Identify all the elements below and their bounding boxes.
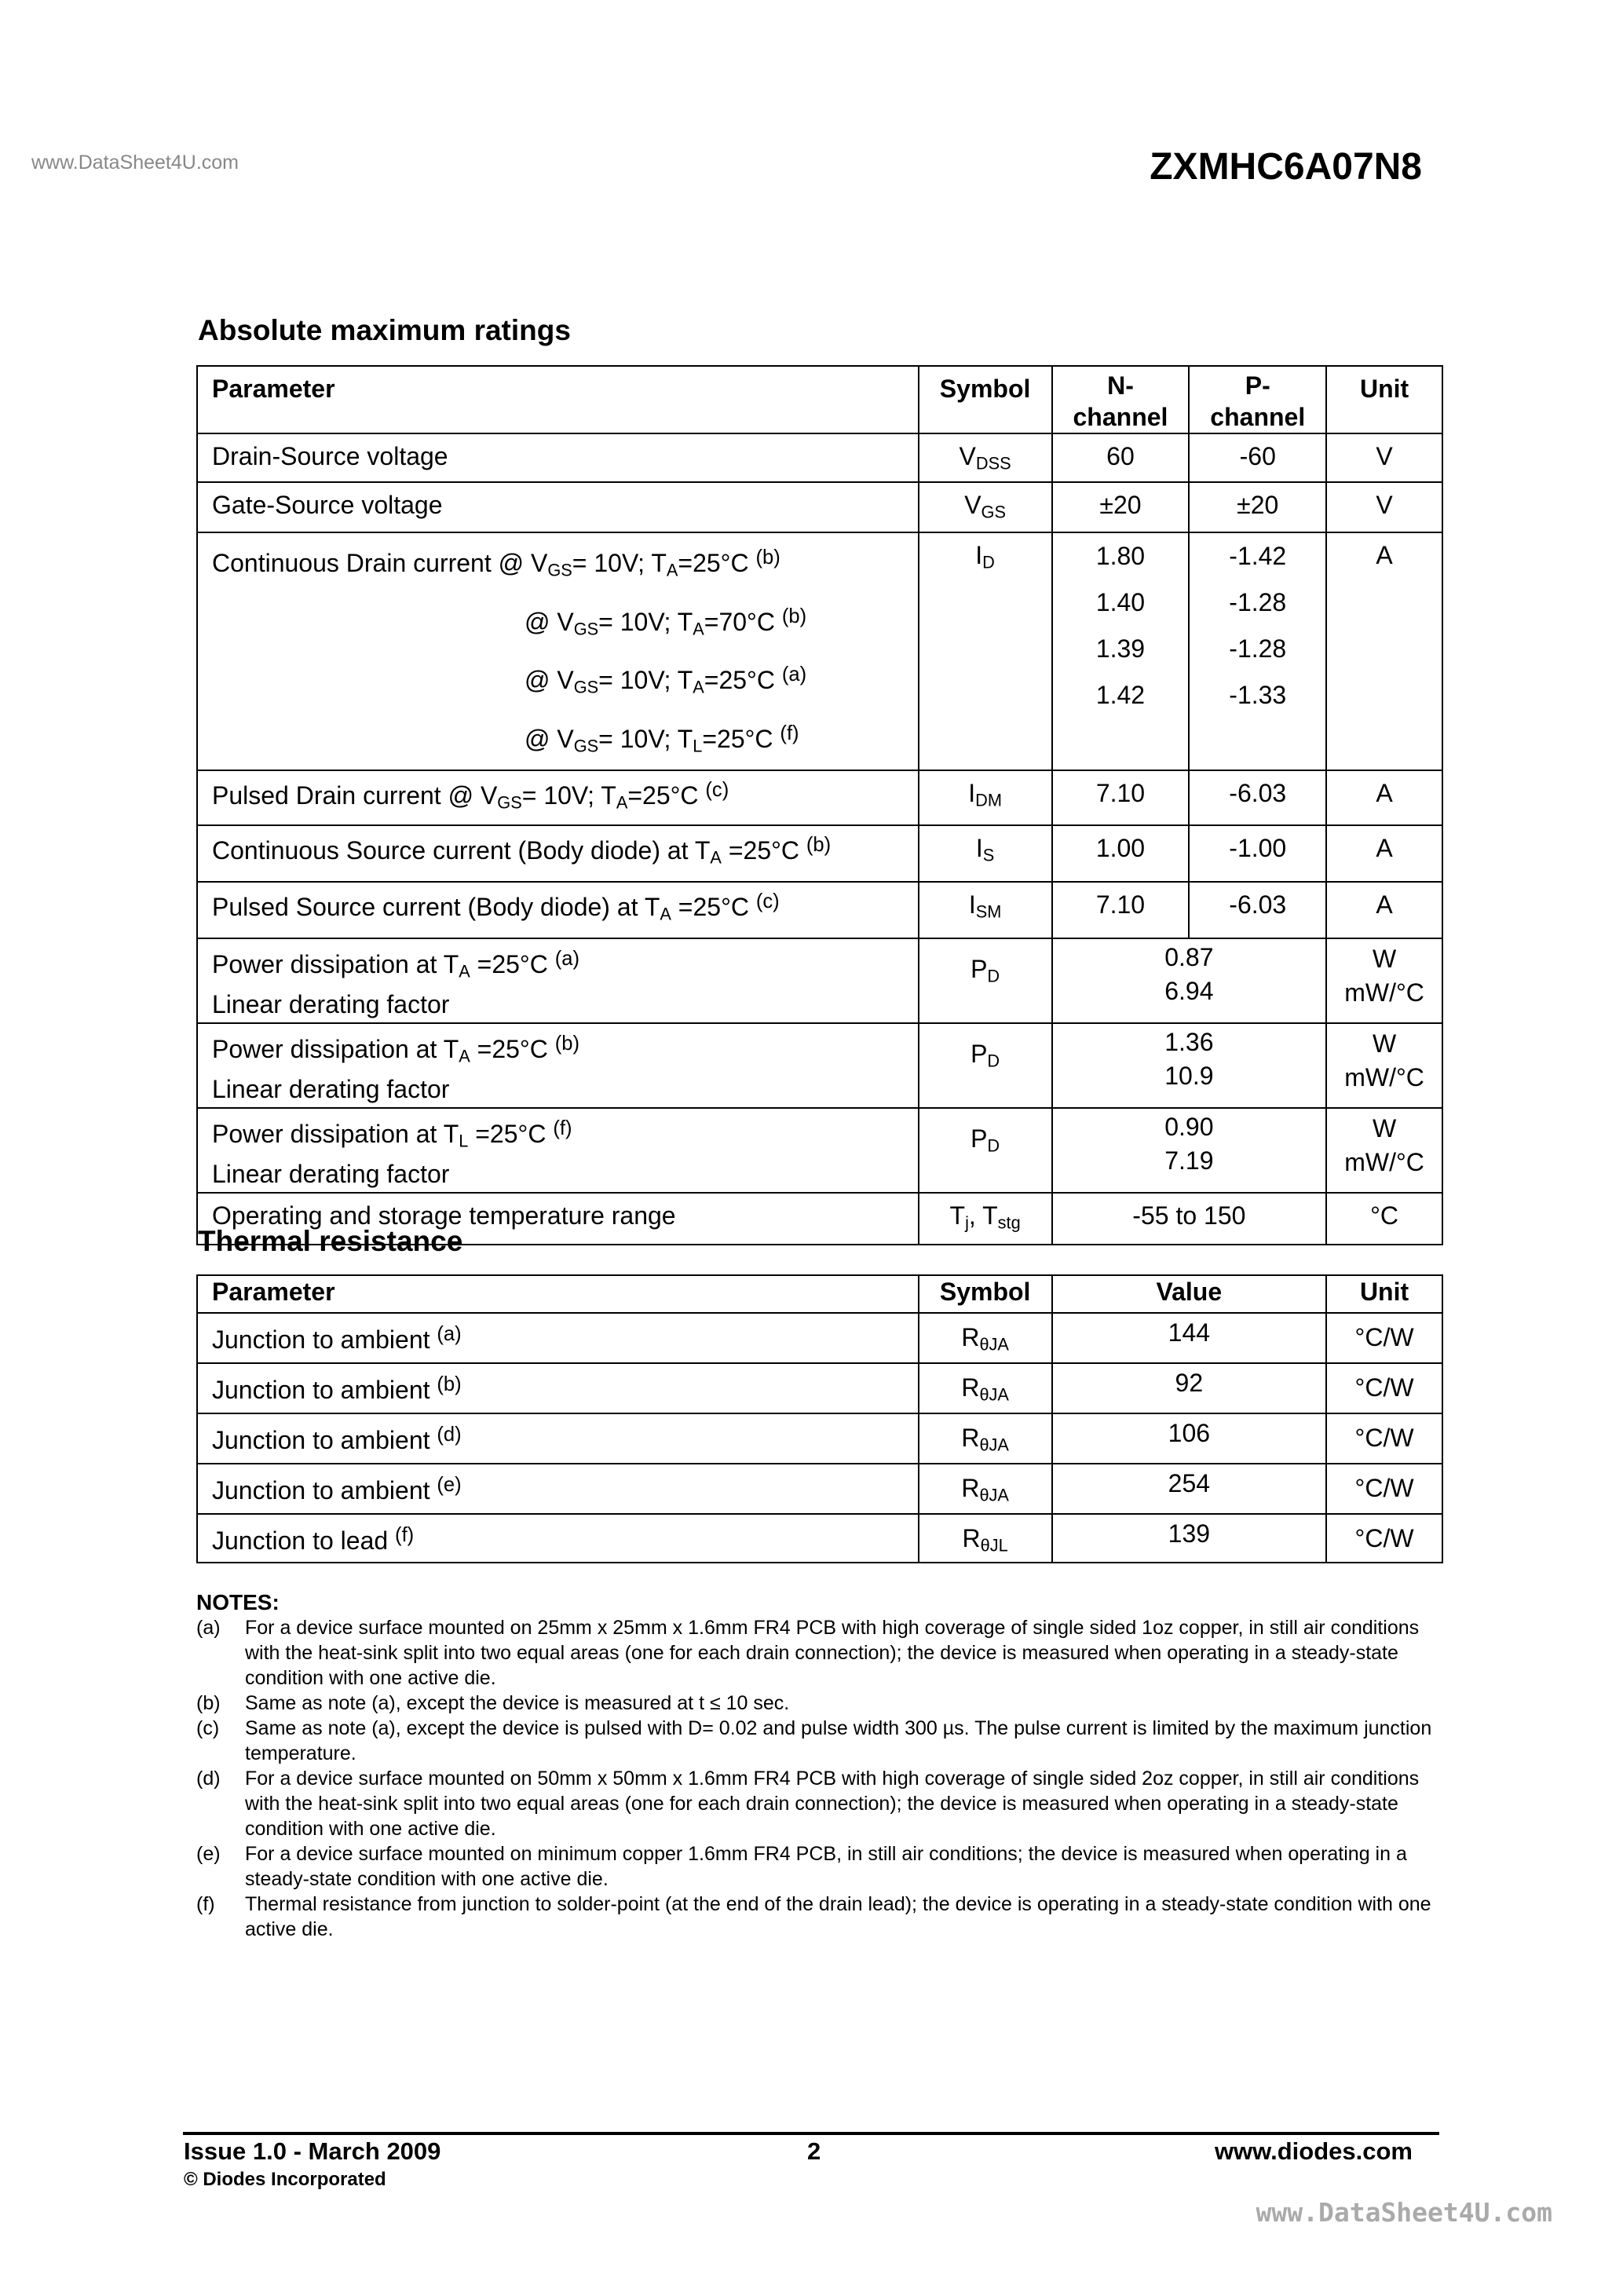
continuous-drain-row <box>197 532 1442 770</box>
symbol-cell: $P_D$ <box>919 938 1052 1023</box>
param-cell: Pulsed Drain current @ $V_{GS}= 10V$; $T_A=25^\circ C$ $^{(c)}$ <box>197 770 919 825</box>
unit-cell: °C <box>1326 1193 1442 1245</box>
table-row <box>197 1363 1442 1413</box>
param-cell: Power dissipation at $T_A =25^\circ C$ $^{(a)}$ Linear derating factor <box>197 938 919 1023</box>
param-cell: Operating and storage temperature range <box>197 1193 919 1245</box>
table-row <box>197 482 1442 532</box>
unit-cell: A <box>1326 882 1442 938</box>
unit-cell: A <box>1326 770 1442 825</box>
header-symbol: Symbol <box>919 366 1052 433</box>
note-item <box>196 1716 1437 1766</box>
footer-copyright: © Diodes Incorporated <box>184 2169 386 2190</box>
unit-cell: °C/W <box>1326 1413 1442 1464</box>
n-value: 60 <box>1052 433 1190 482</box>
symbol-sub: DSS <box>975 453 1011 473</box>
param-cell: Drain-Source voltage <box>197 433 919 482</box>
footer-rule <box>183 2132 1439 2135</box>
note-text: Thermal resistance from junction to solder-point (at the end of the drain lead); the device is operating in a steady-state condition with one active die. <box>245 1893 1431 1940</box>
note-label: (f) <box>196 1893 215 1915</box>
header-n-channel <box>1052 366 1190 433</box>
symbol-cell: $R_{\theta JA}$ <box>919 1464 1052 1514</box>
thermal-title: Thermal resistance <box>198 1225 463 1257</box>
value-cell: 106 <box>1052 1413 1327 1464</box>
param-cell: Junction to ambient $^{(d)}$ <box>197 1413 919 1464</box>
param-cell: Junction to ambient $^{(b)}$ <box>197 1363 919 1413</box>
cont-line-2: @ $V_{GS}= 10V$; $T_A=70^\circ C$ $^{(b)}$ <box>525 605 807 639</box>
table-row <box>197 825 1442 882</box>
abs-max-title: Absolute maximum ratings <box>198 314 571 346</box>
param-cell: Gate-Source voltage <box>197 482 919 532</box>
param-cell: Junction to ambient $^{(a)}$ <box>197 1313 919 1363</box>
header-value: Value <box>1052 1275 1327 1313</box>
header-p-channel <box>1189 366 1326 433</box>
unit-cell: °C/W <box>1326 1514 1442 1563</box>
abs-max-header-row <box>197 366 1442 433</box>
note-text: For a device surface mounted on 25mm x 25mm x 1.6mm FR4 PCB with high coverage of single sided 1oz copper, in still air conditions with the heat-sink split into two equal areas (one for each drain connection); the device is measured when operating in a steady-state condition with one active die. <box>245 1617 1420 1689</box>
param-cell: Power dissipation at $T_L =25^\circ C$ $^{(f)}$ Linear derating factor <box>197 1108 919 1193</box>
symbol-cell: $T_j$, $T_{stg}$ <box>919 1193 1052 1245</box>
header-n-line1: N- <box>1107 371 1134 400</box>
unit-cell: W mW/°C <box>1326 1108 1442 1193</box>
note-label: (a) <box>196 1617 221 1639</box>
note-text: For a device surface mounted on minimum copper 1.6mm FR4 PCB, in still air conditions; the device is measured when operating in a steady-state condition with one active die. <box>245 1843 1407 1890</box>
thermal-table <box>196 1274 1443 1563</box>
symbol-cell: $I_S$ <box>919 825 1052 882</box>
value-cell: -55 to 150 <box>1052 1193 1327 1245</box>
p-value: -60 <box>1189 433 1326 482</box>
n-value: 1.80 <box>1095 542 1146 570</box>
header-n-line2: channel <box>1073 403 1168 431</box>
symbol-main: V <box>964 491 981 519</box>
symbol-cell: $I_{SM}$ <box>919 882 1052 938</box>
n-values <box>1052 532 1190 770</box>
p-value: -1.00 <box>1189 825 1326 882</box>
value-cell: 1.36 10.9 <box>1052 1023 1327 1108</box>
symbol-cell: $R_{\theta JA}$ <box>919 1313 1052 1363</box>
n-value: 1.40 <box>1095 588 1146 616</box>
header-unit: Unit <box>1326 366 1442 433</box>
footer-website: www.diodes.com <box>1214 2137 1413 2165</box>
unit-cell: V <box>1326 482 1442 532</box>
unit-cell: W mW/°C <box>1326 938 1442 1023</box>
n-value: 1.42 <box>1095 681 1146 709</box>
watermark-top: www.DataSheet4U.com <box>31 152 239 174</box>
symbol-cell: $P_D$ <box>919 1023 1052 1108</box>
note-label: (d) <box>196 1768 221 1790</box>
n-value: ±20 <box>1052 482 1190 532</box>
table-row <box>197 1108 1442 1193</box>
p-value: ±20 <box>1189 482 1326 532</box>
cont-line-1: Continuous Drain current @ $V_{GS}= 10V$; $T_A=25^\circ C$ $^{(b)}$ <box>212 547 780 580</box>
param-cell: Continuous Source current (Body diode) at $T_A =25^\circ C$ $^{(b)}$ <box>197 825 919 882</box>
note-label: (b) <box>196 1692 221 1714</box>
table-row <box>197 770 1442 825</box>
header-unit: Unit <box>1326 1275 1442 1313</box>
unit-cell: A <box>1326 825 1442 882</box>
unit-cell: W mW/°C <box>1326 1023 1442 1108</box>
symbol-main: V <box>959 442 976 470</box>
watermark-bottom: www.DataSheet4U.com <box>1256 2197 1552 2228</box>
symbol-sub: GS <box>981 502 1006 522</box>
note-text: Same as note (a), except the device is pulsed with D= 0.02 and pulse width 300 µs. The pulse current is limited by the maximum junction temperature. <box>245 1717 1432 1764</box>
unit-cell: °C/W <box>1326 1313 1442 1363</box>
header-parameter: Parameter <box>197 1275 919 1313</box>
symbol-cell: $I_D$ <box>919 532 1052 770</box>
p-values <box>1189 532 1326 770</box>
n-value: 7.10 <box>1052 770 1190 825</box>
note-item <box>196 1766 1437 1841</box>
param-cell: Pulsed Source current (Body diode) at $T_A =25^\circ C$ $^{(c)}$ <box>197 882 919 938</box>
value-cell: 92 <box>1052 1363 1327 1413</box>
table-row <box>197 882 1442 938</box>
value-cell: 144 <box>1052 1313 1327 1363</box>
note-text: For a device surface mounted on 50mm x 50mm x 1.6mm FR4 PCB with high coverage of single sided 2oz copper, in still air conditions with the heat-sink split into two equal areas (one for each drain connection); the device is measured when operating in a steady-state condition with one active die. <box>245 1768 1420 1840</box>
notes-heading: NOTES: <box>196 1590 280 1614</box>
p-value: -1.28 <box>1229 588 1287 616</box>
p-value: -1.33 <box>1229 681 1287 709</box>
table-row <box>197 1464 1442 1514</box>
symbol-cell: $P_D$ <box>919 1108 1052 1193</box>
note-label: (c) <box>196 1717 220 1739</box>
symbol-cell: $R_{\theta JL}$ <box>919 1514 1052 1563</box>
symbol-cell: $R_{\theta JA}$ <box>919 1363 1052 1413</box>
table-row <box>197 938 1442 1023</box>
param-cell: Junction to ambient $^{(e)}$ <box>197 1464 919 1514</box>
unit-cell: A <box>1326 532 1442 770</box>
cont-line-4: @ $V_{GS}= 10V$; $T_L=25^\circ C$ $^{(f)}$ <box>525 722 799 756</box>
note-text: Same as note (a), except the device is measured at t ≤ 10 sec. <box>245 1692 790 1714</box>
note-item <box>196 1615 1437 1691</box>
symbol-cell <box>919 433 1052 482</box>
p-value: -6.03 <box>1189 882 1326 938</box>
cont-line-3: @ $V_{GS}= 10V$; $T_A=25^\circ C$ $^{(a)}$ <box>525 664 807 698</box>
param-cell: Junction to lead $^{(f)}$ <box>197 1514 919 1563</box>
header-symbol: Symbol <box>919 1275 1052 1313</box>
p-value: -6.03 <box>1189 770 1326 825</box>
p-value: -1.28 <box>1229 634 1287 663</box>
part-number: ZXMHC6A07N8 <box>1150 146 1422 188</box>
note-item <box>196 1841 1437 1892</box>
unit-cell: °C/W <box>1326 1464 1442 1514</box>
symbol-cell: $I_{DM}$ <box>919 770 1052 825</box>
unit-cell: V <box>1326 433 1442 482</box>
table-row <box>197 1413 1442 1464</box>
table-row <box>197 1023 1442 1108</box>
value-cell: 0.90 7.19 <box>1052 1108 1327 1193</box>
header-parameter: Parameter <box>197 366 919 433</box>
footer-page-number: 2 <box>807 2137 821 2165</box>
n-value: 1.00 <box>1052 825 1190 882</box>
param-cell: Power dissipation at $T_A =25^\circ C$ $^{(b)}$ Linear derating factor <box>197 1023 919 1108</box>
n-value: 7.10 <box>1052 882 1190 938</box>
p-value: -1.42 <box>1229 542 1287 570</box>
header-p-line2: channel <box>1210 403 1306 431</box>
value-cell: 139 <box>1052 1514 1327 1563</box>
note-label: (e) <box>196 1843 221 1865</box>
value-cell: 0.87 6.94 <box>1052 938 1327 1023</box>
footer-issue: Issue 1.0 - March 2009 <box>184 2137 441 2165</box>
unit-cell: °C/W <box>1326 1363 1442 1413</box>
note-item <box>196 1892 1437 1942</box>
param-cell <box>197 532 919 770</box>
table-row <box>197 1313 1442 1363</box>
abs-max-table <box>196 365 1443 1245</box>
symbol-cell <box>919 482 1052 532</box>
table-row <box>197 433 1442 482</box>
note-item <box>196 1691 1437 1716</box>
value-cell: 254 <box>1052 1464 1327 1514</box>
thermal-header-row <box>197 1275 1442 1313</box>
table-row <box>197 1514 1442 1563</box>
n-value: 1.39 <box>1095 634 1146 663</box>
header-p-line1: P- <box>1245 371 1270 400</box>
symbol-cell: $R_{\theta JA}$ <box>919 1413 1052 1464</box>
notes-section <box>196 1590 1437 1942</box>
